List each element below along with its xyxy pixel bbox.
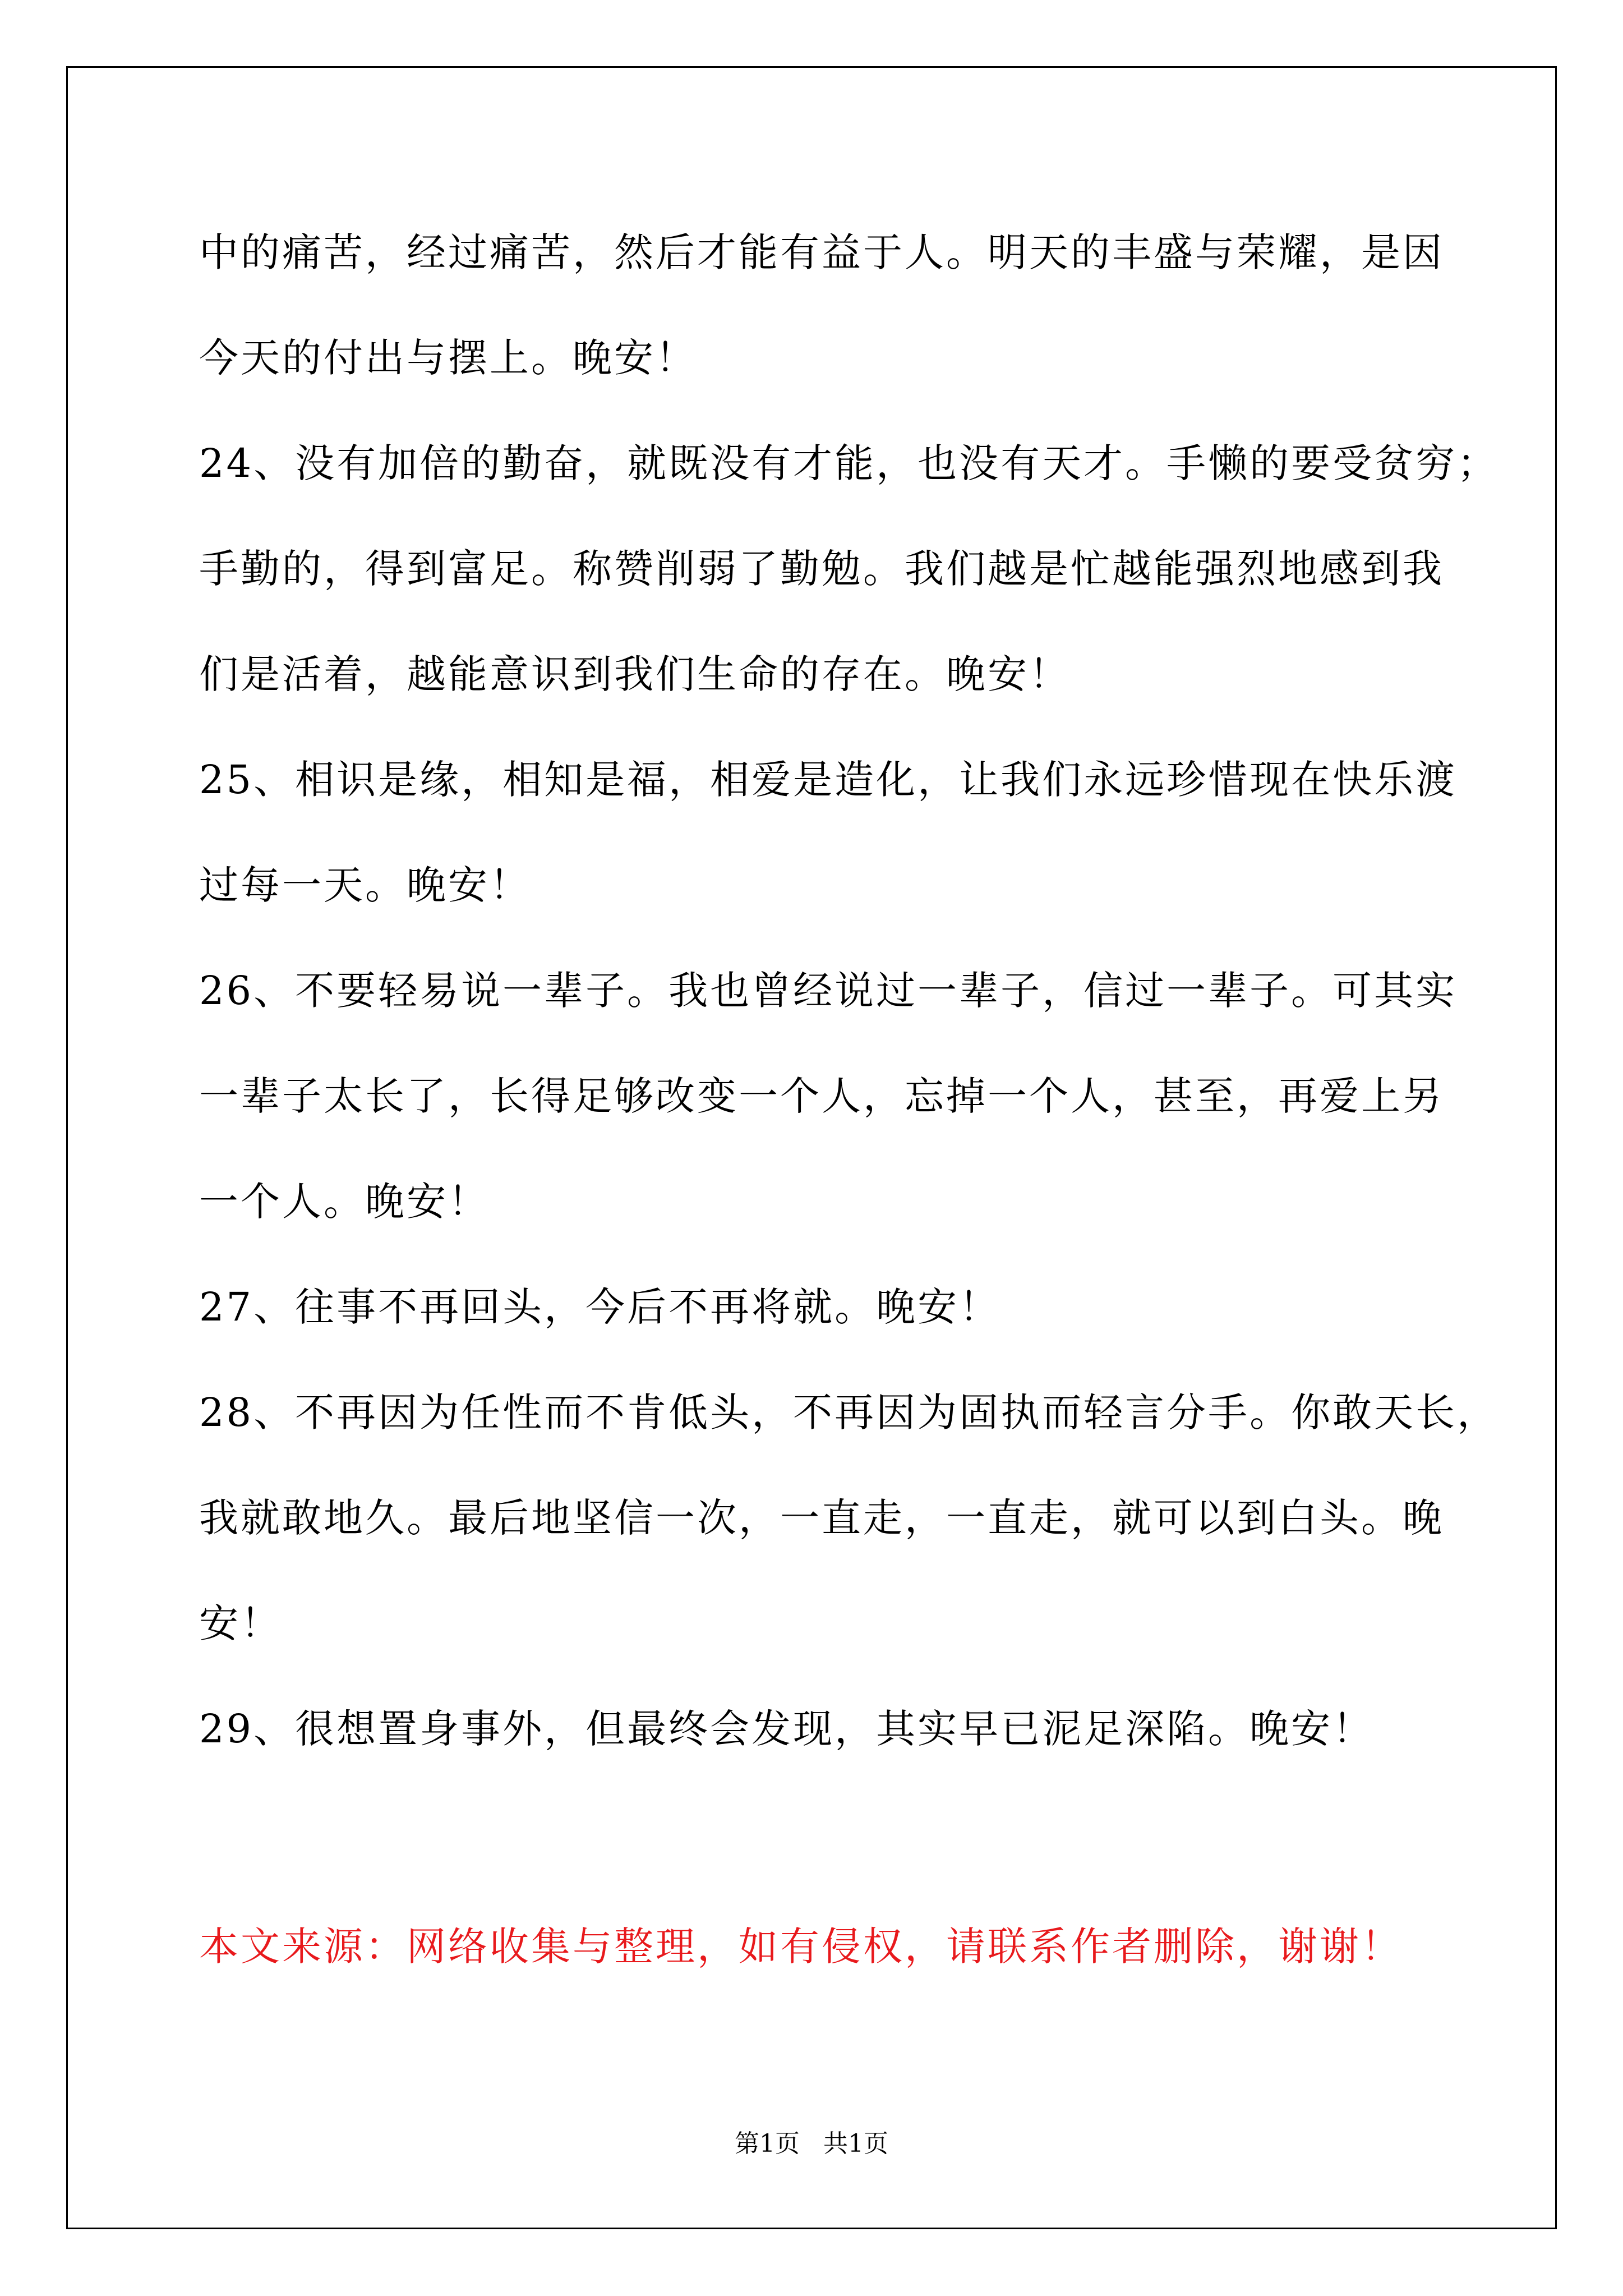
- text-line: 26、不要轻易说一辈子。我也曾经说过一辈子，信过一辈子。可其实: [199, 968, 1458, 1014]
- text-line: 我就敢地久。最后地坚信一次，一直走，一直走，就可以到白头。晚: [199, 1495, 1444, 1541]
- text-line: 28、不再因为任性而不肯低头，不再因为固执而轻言分手。你敢天长，: [199, 1389, 1499, 1435]
- text-line: 安！: [199, 1600, 282, 1646]
- text-line: 中的痛苦，经过痛苦，然后才能有益于人。明天的丰盛与荣耀，是因: [199, 229, 1444, 275]
- text-line: 一辈子太长了，长得足够改变一个人，忘掉一个人，甚至，再爱上另: [199, 1073, 1444, 1119]
- page-border: [66, 66, 1557, 2229]
- text-line: 一个人。晚安！: [199, 1179, 490, 1225]
- text-line: 27、往事不再回头，今后不再将就。晚安！: [199, 1284, 1001, 1330]
- text-line: 25、相识是缘，相知是福，相爱是造化，让我们永远珍惜现在快乐渡: [199, 757, 1458, 803]
- text-line: 24、没有加倍的勤奋，就既没有才能，也没有天才。手懒的要受贫穷；: [199, 440, 1499, 486]
- page-number: 第1页 共1页: [735, 2129, 888, 2158]
- text-line: 过每一天。晚安！: [199, 862, 531, 908]
- text-line: 29、很想置身事外，但最终会发现，其实早已泥足深陷。晚安！: [199, 1706, 1375, 1752]
- source-note: 本文来源：网络收集与整理，如有侵权，请联系作者删除，谢谢！: [199, 1924, 1403, 1970]
- text-line: 们是活着，越能意识到我们生命的存在。晚安！: [199, 651, 1071, 697]
- text-line: 手勤的，得到富足。称赞削弱了勤勉。我们越是忙越能强烈地感到我: [199, 546, 1444, 592]
- text-line: 今天的付出与摆上。晚安！: [199, 335, 697, 381]
